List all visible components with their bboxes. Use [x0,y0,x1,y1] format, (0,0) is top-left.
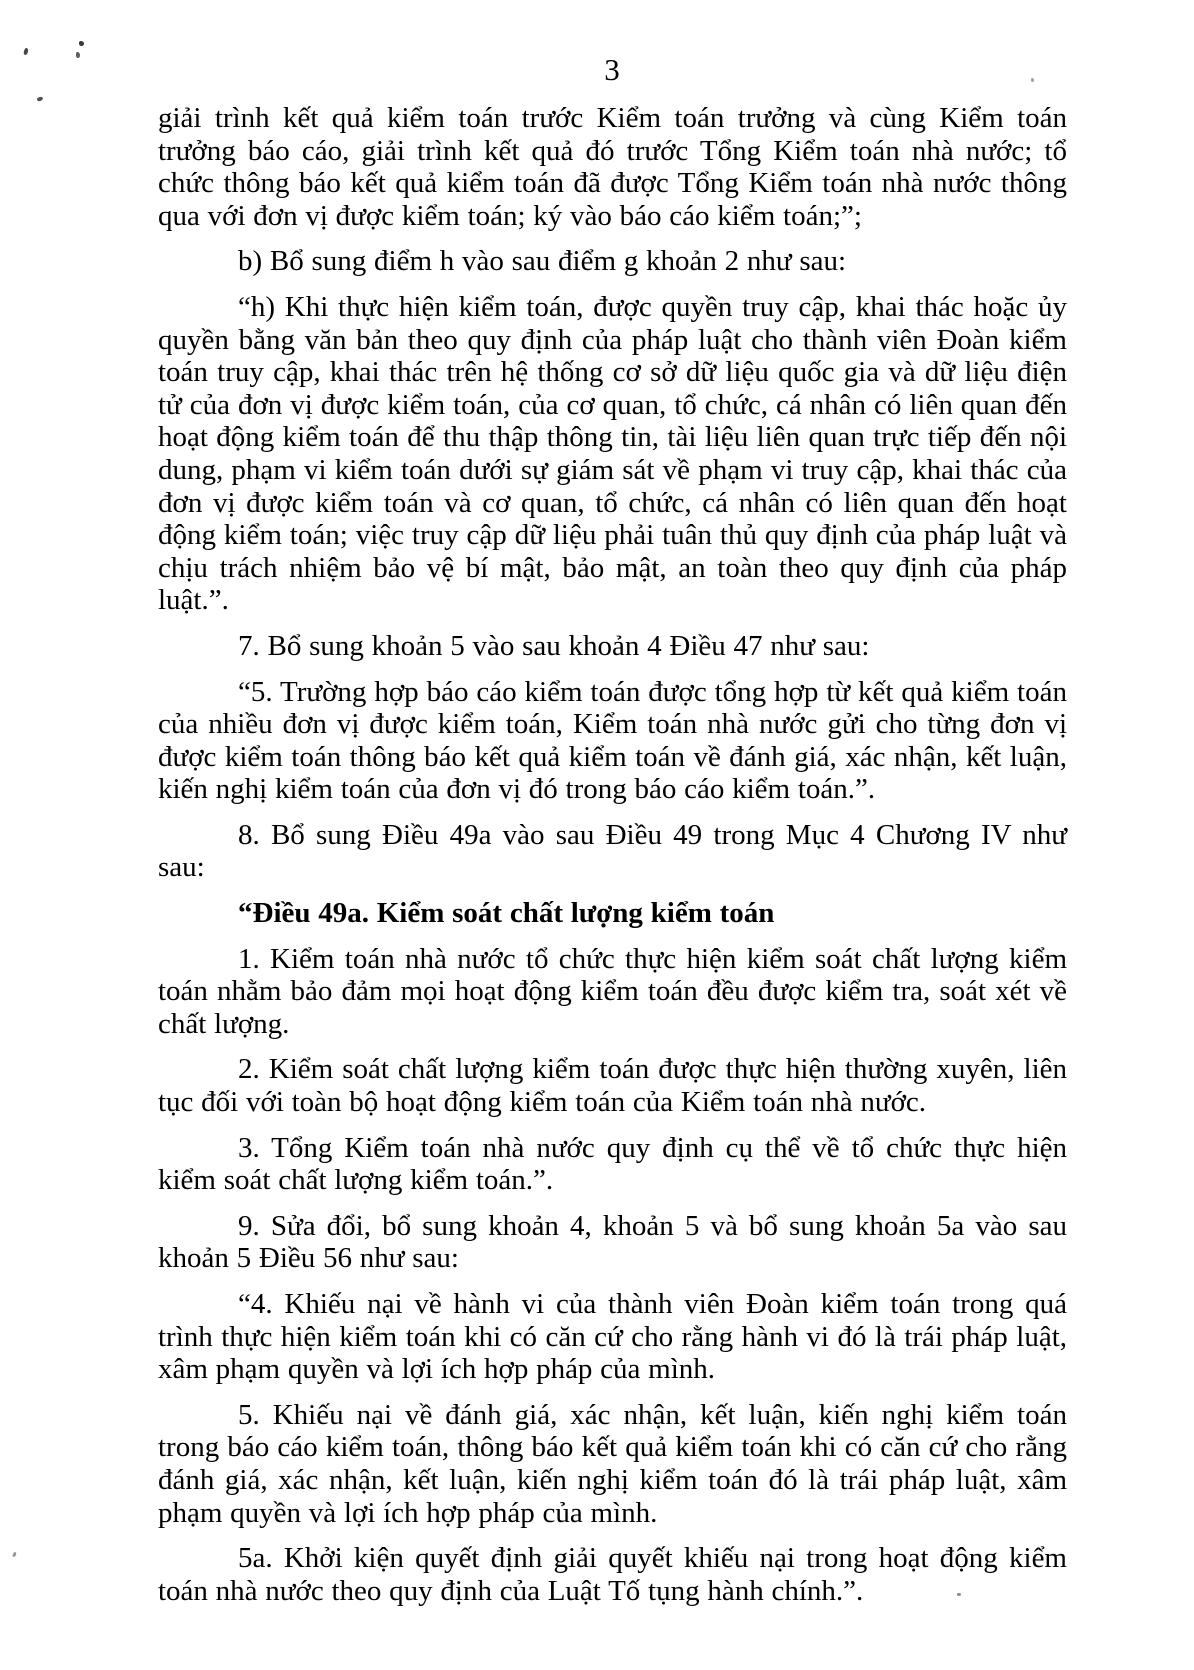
paragraph-point-h-data-access: “h) Khi thực hiện kiểm toán, được quyền truy cập, khai thác hoặc ủy quyền bằng văn bản theo quy định của pháp luật cho thành viên Đoàn kiểm toán truy cập, khai thác trên hệ thống cơ sở dữ liệu quốc gia và dữ liệu điện tử của đơn vị được kiểm toán, của cơ quan, tổ chức, cá nhân có liên quan đến hoạt động kiểm toán để thu thập thông tin, tài liệu liên quan trực tiếp đến nội dung, phạm vi kiểm toán dưới sự giám sát về phạm vi truy cập, khai thác của đơn vị được kiểm toán và cơ quan, tổ chức, cá nhân có liên quan đến hoạt động kiểm toán; việc truy cập dữ liệu phải tuân thủ quy định của pháp luật và chịu trách nhiệm bảo vệ bí mật, bảo mật, an toàn theo quy định của pháp luật.”. [158,290,1067,617]
page-number: 3 [604,52,621,87]
paragraph-article-49a-clause-1: 1. Kiểm toán nhà nước tổ chức thực hiện kiểm soát chất lượng kiểm toán nhằm bảo đảm mọi hoạt động kiểm toán đều được kiểm tra, soát xét về chất lượng. [158,942,1067,1040]
heading-article-49a: “Điều 49a. Kiểm soát chất lượng kiểm toán [238,897,775,930]
paragraph-clause-5-article-47: “5. Trường hợp báo cáo kiểm toán được tổng hợp từ kết quả kiểm toán của nhiều đơn vị được kiểm toán, Kiểm toán nhà nước gửi cho từng đơn vị được kiểm toán thông báo kết quả kiểm toán về đánh giá, xác nhận, kết luận, kiến nghị kiểm toán của đơn vị đó trong báo cáo kiểm toán.”. [158,675,1067,806]
paragraph-item-8-intro: 8. Bổ sung Điều 49a vào sau Điều 49 trong Mục 4 Chương IV như sau: [158,818,1067,884]
paragraph-item-b-intro: b) Bổ sung điểm h vào sau điểm g khoản 2 như sau: [238,245,847,278]
paragraph-clause-5-article-56: 5. Khiếu nại về đánh giá, xác nhận, kết luận, kiến nghị kiểm toán trong báo cáo kiểm toán, thông báo kết quả kiểm toán khi có căn cứ cho rằng đánh giá, xác nhận, kết luận, kiến nghị kiểm toán đó là trái pháp luật, xâm phạm quyền và lợi ích hợp pháp của mình. [158,1398,1067,1529]
scan-speck [1031,78,1034,82]
paragraph-clause-4-article-56: “4. Khiếu nại về hành vi của thành viên Đoàn kiểm toán trong quá trình thực hiện kiểm toán khi có căn cứ cho rằng hành vi đó là trái pháp luật, xâm phạm quyền và lợi ích hợp pháp của mình. [158,1288,1067,1386]
paragraph-item-7-intro: 7. Bổ sung khoản 5 vào sau khoản 4 Điều 47 như sau: [238,629,870,662]
scan-speck [76,52,80,58]
scan-speck [12,1552,17,1558]
document-body [158,102,1067,1607]
scan-speck [23,48,29,56]
paragraph-continuation-audit-report: giải trình kết quả kiểm toán trước Kiểm toán trưởng và cùng Kiểm toán trưởng báo cáo, giải trình kết quả đó trước Tổng Kiểm toán nhà nước; tổ chức thông báo kết quả kiểm toán đã được Tổng Kiểm toán nhà nước thông qua với đơn vị được kiểm toán; ký vào báo cáo kiểm toán;”; [158,102,1067,232]
paragraph-item-9-intro: 9. Sửa đổi, bổ sung khoản 4, khoản 5 và bổ sung khoản 5a vào sau khoản 5 Điều 56 như sau: [158,1209,1067,1275]
paragraph-article-49a-clause-3: 3. Tổng Kiểm toán nhà nước quy định cụ thể về tổ chức thực hiện kiểm soát chất lượng kiểm toán.”. [158,1131,1067,1197]
scan-speck [36,96,43,102]
scan-speck [79,41,84,46]
paragraph-clause-5a-article-56: 5a. Khởi kiện quyết định giải quyết khiếu nại trong hoạt động kiểm toán nhà nước theo quy định của Luật Tố tụng hành chính.”. [158,1542,1067,1607]
paragraph-article-49a-clause-2: 2. Kiểm soát chất lượng kiểm toán được thực hiện thường xuyên, liên tục đối với toàn bộ hoạt động kiểm toán của Kiểm toán nhà nước. [158,1053,1067,1119]
scan-speck [957,1593,961,1596]
